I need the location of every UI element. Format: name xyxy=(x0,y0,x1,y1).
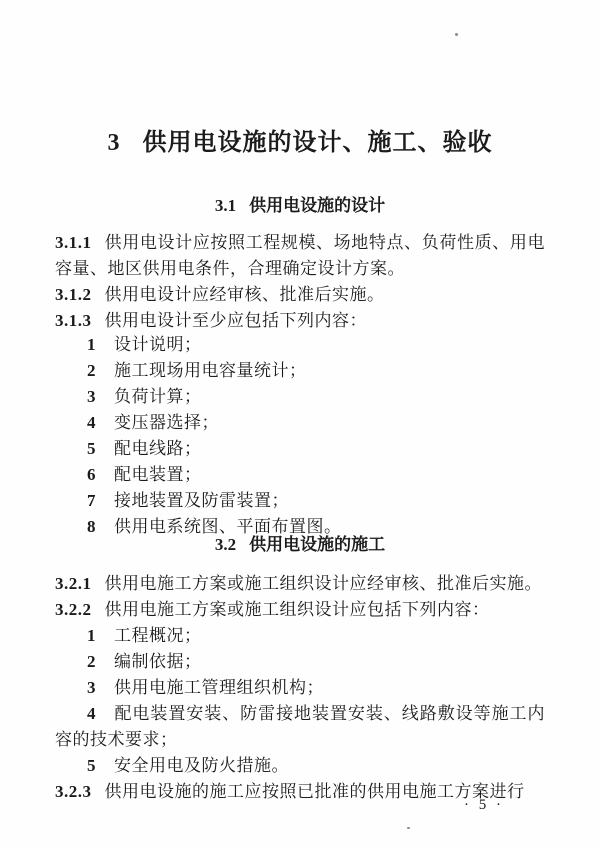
clause-3-1-1 xyxy=(55,230,545,282)
section-title-3-1: 供用电设施的设计 xyxy=(249,196,386,215)
clause-3-1-2 xyxy=(55,282,545,308)
list-item-text: 接地装置及防雷装置； xyxy=(114,491,289,510)
list-item-number: 4 xyxy=(87,413,96,432)
list-item xyxy=(55,701,545,753)
list-item-number: 2 xyxy=(87,652,96,671)
clause-number: 3.1.3 xyxy=(55,311,92,330)
clause-text: 供用电设施的施工应按照已批准的供用电施工方案进行 xyxy=(104,782,525,801)
list-item-text: 施工现场用电容量统计； xyxy=(114,361,307,380)
list-item xyxy=(55,488,545,514)
section-heading-3-1 xyxy=(0,196,600,216)
clause-text: 供用电施工方案或施工组织设计应包括下列内容： xyxy=(104,600,490,619)
list-item-text: 变压器选择； xyxy=(114,413,219,432)
clause-number: 3.2.3 xyxy=(55,782,92,801)
list-item-number: 5 xyxy=(87,439,96,458)
chapter-number: 3 xyxy=(107,130,121,156)
list-item xyxy=(55,436,545,462)
section-heading-3-2 xyxy=(0,535,600,555)
list-item-text: 安全用电及防火措施。 xyxy=(114,756,289,775)
list-item-text: 供用电施工管理组织机构； xyxy=(114,678,324,697)
chapter-heading xyxy=(0,128,600,158)
clause-text: 供用电设计应按照工程规模、场地特点、负荷性质、用电容量、地区供用电条件，合理确定设计方案。 xyxy=(55,233,545,278)
clause-number: 3.2.2 xyxy=(55,600,92,619)
page-number: · 5 · xyxy=(464,797,504,813)
list-item-number: 8 xyxy=(87,517,96,536)
list-item-number: 2 xyxy=(87,361,96,380)
clause-number: 3.1.1 xyxy=(55,233,92,252)
list-item xyxy=(55,675,545,701)
list-item-number: 3 xyxy=(87,387,96,406)
list-item-number: 1 xyxy=(87,626,96,645)
clause-text: 供用电设计应经审核、批准后实施。 xyxy=(104,285,385,304)
list-item-text: 负荷计算； xyxy=(114,387,202,406)
list-item xyxy=(55,384,545,410)
clause-text: 供用电施工方案或施工组织设计应经审核、批准后实施。 xyxy=(104,574,542,593)
list-item xyxy=(55,410,545,436)
clause-number: 3.2.1 xyxy=(55,574,92,593)
section-title-3-2: 供用电设施的施工 xyxy=(249,535,386,554)
list-item-text: 配电装置安装、防雷接地装置安装、线路敷设等施工内容的技术要求； xyxy=(55,704,545,749)
list-item-number: 1 xyxy=(87,335,96,354)
list-item xyxy=(55,332,545,358)
list-item xyxy=(55,649,545,675)
list-item xyxy=(55,753,545,779)
list-item xyxy=(55,358,545,384)
list-item-text: 供用电系统图、平面布置图。 xyxy=(114,517,342,536)
clause-3-1-3 xyxy=(55,308,545,334)
list-item-number: 4 xyxy=(87,704,96,723)
clause-3-2-2 xyxy=(55,597,545,623)
list-item-number: 3 xyxy=(87,678,96,697)
clause-number: 3.1.2 xyxy=(55,285,92,304)
chapter-title: 供用电设施的设计、施工、验收 xyxy=(142,130,493,156)
list-item-text: 配电线路； xyxy=(114,439,202,458)
scan-speck xyxy=(407,827,410,829)
list-item xyxy=(55,462,545,488)
list-item xyxy=(55,623,545,649)
list-item-number: 5 xyxy=(87,756,96,775)
list-3-2-2 xyxy=(55,623,545,779)
list-item-number: 7 xyxy=(87,491,96,510)
list-3-1-3 xyxy=(55,332,545,540)
list-item-number: 6 xyxy=(87,465,96,484)
list-item-text: 编制依据； xyxy=(114,652,202,671)
clause-3-2-1 xyxy=(55,571,545,597)
list-item-text: 配电装置； xyxy=(114,465,202,484)
section-number-3-2: 3.2 xyxy=(214,535,237,554)
section-number-3-1: 3.1 xyxy=(214,196,237,215)
scan-speck xyxy=(455,33,458,36)
clause-text: 供用电设计至少应包括下列内容： xyxy=(104,311,367,330)
list-item-text: 设计说明； xyxy=(114,335,202,354)
list-item-text: 工程概况； xyxy=(114,626,202,645)
